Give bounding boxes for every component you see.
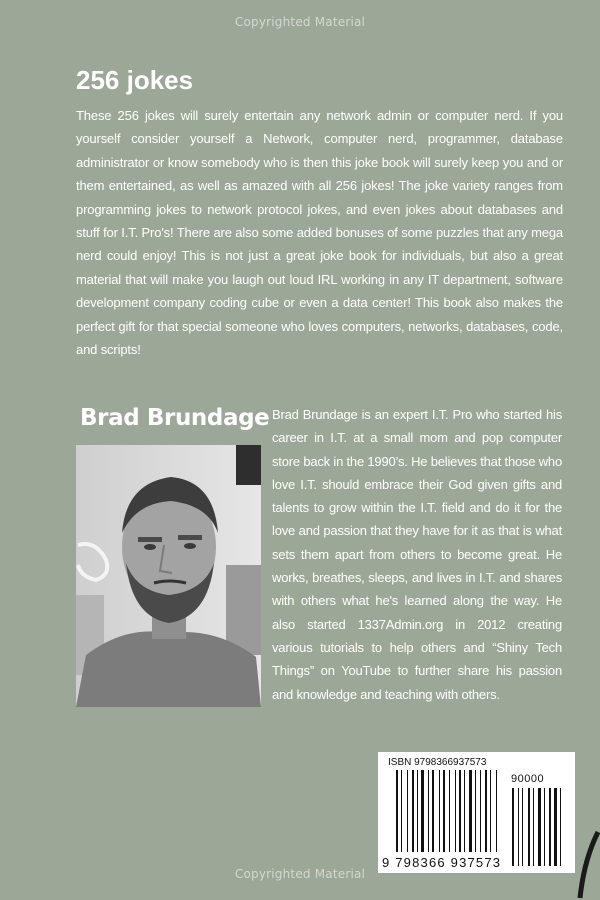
decorative-curve — [574, 830, 600, 900]
author-photo — [76, 445, 261, 707]
isbn-label: ISBN 9798366937573 — [388, 757, 487, 768]
copyright-watermark-top: Copyrighted Material — [234, 15, 366, 29]
author-bio: Brad Brundage is an expert I.T. Pro who started his career in I.T. at a small mom and pop computer store back in the 1990’s. He believes that those who love I.T. should embrace their God given gifts and talents to grow within the I.T. field and do it for the love and passion that they have for it as that is what sets them apart from others to become great. He works, breathes, sleeps, and lives in I.T. and shares with others what he's learned along the way. He also started 1337Admin.org in 2012 creating various tutorials to help others and “Shiny Tech Things” on YouTube to further share his passion and knowledge and teaching with others. — [272, 407, 562, 702]
copyright-watermark-bottom: Copyrighted Material — [234, 867, 366, 881]
isbn-barcode — [378, 752, 575, 873]
author-name: Brad Brundage — [80, 405, 270, 431]
book-description: These 256 jokes will surely entertain any network admin or computer nerd. If you yourself consider yourself a Network, computer nerd, programmer, database administrator or know somebody who is then this joke book will surely keep you and or them entertained, as well as amazed with all 256 jokes! The joke variety ranges from programming jokes to network protocol jokes, and even jokes about databases and stuff for I.T. Pro's! There are also some added bonuses of some puzzles that any mega nerd could enjoy! This is not just a great joke book for individuals, but also a great material that will make you laugh out loud IRL working in any IT department, software development company coding cube or even a data center! This book also makes the perfect gift for that special someone who loves computers, networks, databases, code, and scripts! — [76, 108, 563, 358]
book-title: 256 jokes — [76, 65, 194, 95]
author-portrait-image — [76, 445, 261, 707]
isbn-digits: 9 798366 937573 — [382, 855, 502, 870]
price-code: 90000 — [511, 773, 545, 785]
